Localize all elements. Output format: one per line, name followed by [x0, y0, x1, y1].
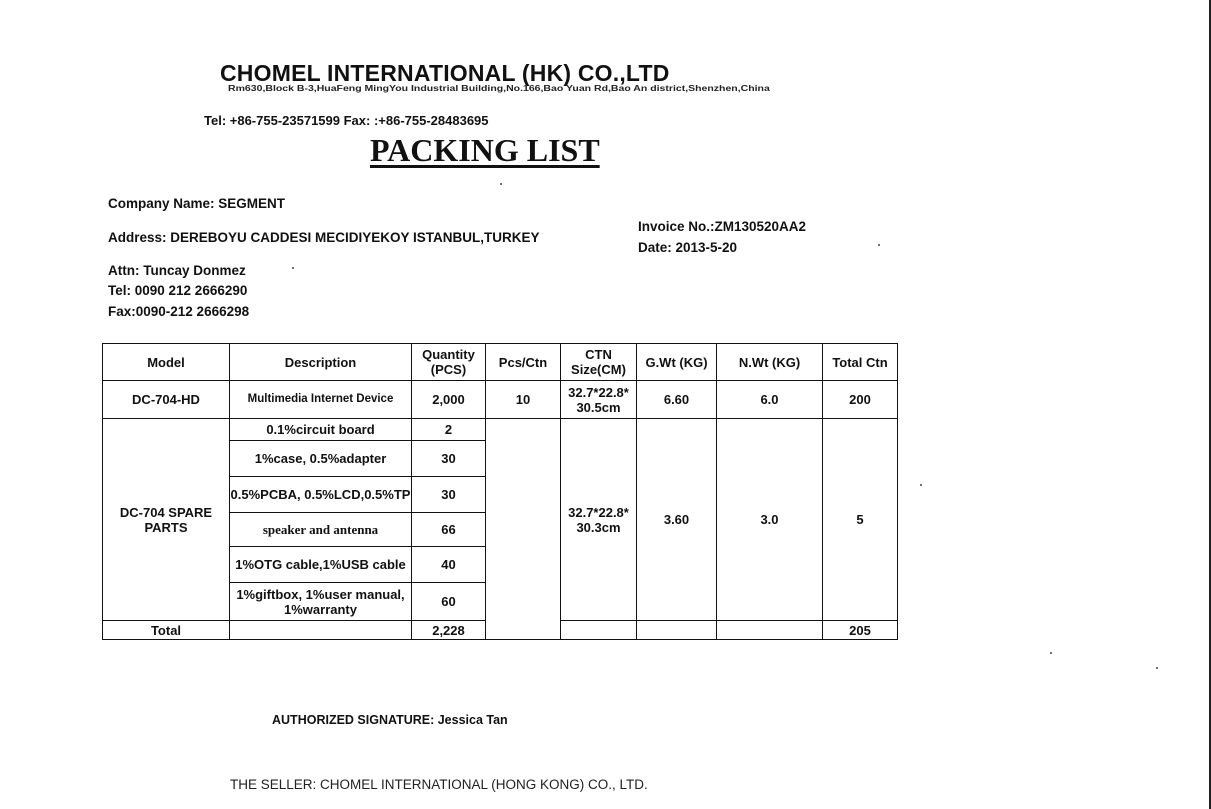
spare-item-description: speaker and antenna	[230, 513, 412, 547]
buyer-address: Address: DEREBOYU CADDESI MECIDIYEKOY ISTANBUL,TURKEY	[108, 230, 540, 245]
spare-item-description: 0.5%PCBA, 0.5%LCD,0.5%TP	[230, 477, 412, 513]
header-quantity: Quantity (PCS)	[412, 344, 486, 381]
invoice-number: Invoice No.:ZM130520AA2	[638, 219, 807, 234]
company-address: Rm630,Block B-3,HuaFeng MingYou Industrial Building,No.166,Bao Yuan Rd,Bao An district,Shenzhen,China	[228, 84, 770, 94]
spare-item-description: 1%OTG cable,1%USB cable	[230, 547, 412, 583]
row1-pcs-ctn: 10	[486, 381, 561, 419]
total-ctn: 205	[823, 621, 898, 640]
table-row	[103, 419, 898, 441]
buyer-tel: Tel: 0090 212 2666290	[108, 283, 248, 298]
spare-item-quantity: 2	[412, 419, 486, 441]
row2-model: DC-704 SPARE PARTS	[103, 419, 230, 621]
row1-total-ctn: 200	[823, 381, 898, 419]
seller-line: THE SELLER: CHOMEL INTERNATIONAL (HONG KONG) CO., LTD.	[230, 777, 648, 792]
scan-speck	[878, 244, 880, 246]
header-ctn-size: CTN Size(CM)	[561, 344, 637, 381]
spare-item-quantity: 40	[412, 547, 486, 583]
header-pcs-ctn: Pcs/Ctn	[486, 344, 561, 381]
row1-description: Multimedia Internet Device	[230, 381, 412, 419]
row2-gwt: 3.60	[637, 419, 717, 621]
spare-item-quantity: 60	[412, 583, 486, 621]
spare-item-quantity: 30	[412, 441, 486, 477]
table-row	[103, 381, 898, 419]
spare-item-quantity: 30	[412, 477, 486, 513]
company-name: CHOMEL INTERNATIONAL (HK) CO.,LTD	[220, 60, 670, 86]
row2-nwt: 3.0	[717, 419, 823, 621]
packing-table	[102, 343, 898, 640]
header-model: Model	[103, 344, 230, 381]
row2-pcs-ctn	[486, 419, 561, 640]
scan-speck	[500, 183, 502, 185]
scan-speck	[1050, 652, 1052, 654]
total-label: Total	[103, 621, 230, 640]
total-nwt-empty	[717, 621, 823, 640]
spare-item-quantity: 66	[412, 513, 486, 547]
authorized-signature: AUTHORIZED SIGNATURE: Jessica Tan	[272, 713, 508, 727]
row1-model: DC-704-HD	[103, 381, 230, 419]
header-nwt: N.Wt (KG)	[717, 344, 823, 381]
invoice-date: Date: 2013-5-20	[638, 240, 738, 255]
row1-nwt: 6.0	[717, 381, 823, 419]
spare-item-description: 0.1%circuit board	[230, 419, 412, 441]
table-header-row	[103, 344, 898, 381]
total-quantity: 2,228	[412, 621, 486, 640]
scan-speck	[920, 484, 922, 486]
total-description-empty	[230, 621, 412, 640]
row1-ctn-size: 32.7*22.8* 30.5cm	[561, 381, 637, 419]
header-description: Description	[230, 344, 412, 381]
scan-speck	[1156, 667, 1158, 669]
scan-speck	[292, 267, 294, 269]
row1-quantity: 2,000	[412, 381, 486, 419]
total-gwt-empty	[637, 621, 717, 640]
row2-ctn-size: 32.7*22.8* 30.3cm	[561, 419, 637, 621]
row2-total-ctn: 5	[823, 419, 898, 621]
buyer-company: Company Name: SEGMENT	[108, 196, 286, 211]
buyer-fax: Fax:0090-212 2666298	[108, 304, 250, 319]
document-title: PACKING LIST	[370, 132, 600, 168]
header-total-ctn: Total Ctn	[823, 344, 898, 381]
row1-gwt: 6.60	[637, 381, 717, 419]
spare-item-description: 1%giftbox, 1%user manual, 1%warranty	[230, 583, 412, 621]
spare-item-description: 1%case, 0.5%adapter	[230, 441, 412, 477]
total-ctn-size-empty	[561, 621, 637, 640]
company-tel-fax: Tel: +86-755-23571599 Fax: :+86-755-28483695	[204, 113, 489, 128]
header-gwt: G.Wt (KG)	[637, 344, 717, 381]
buyer-attn: Attn: Tuncay Donmez	[108, 263, 246, 278]
